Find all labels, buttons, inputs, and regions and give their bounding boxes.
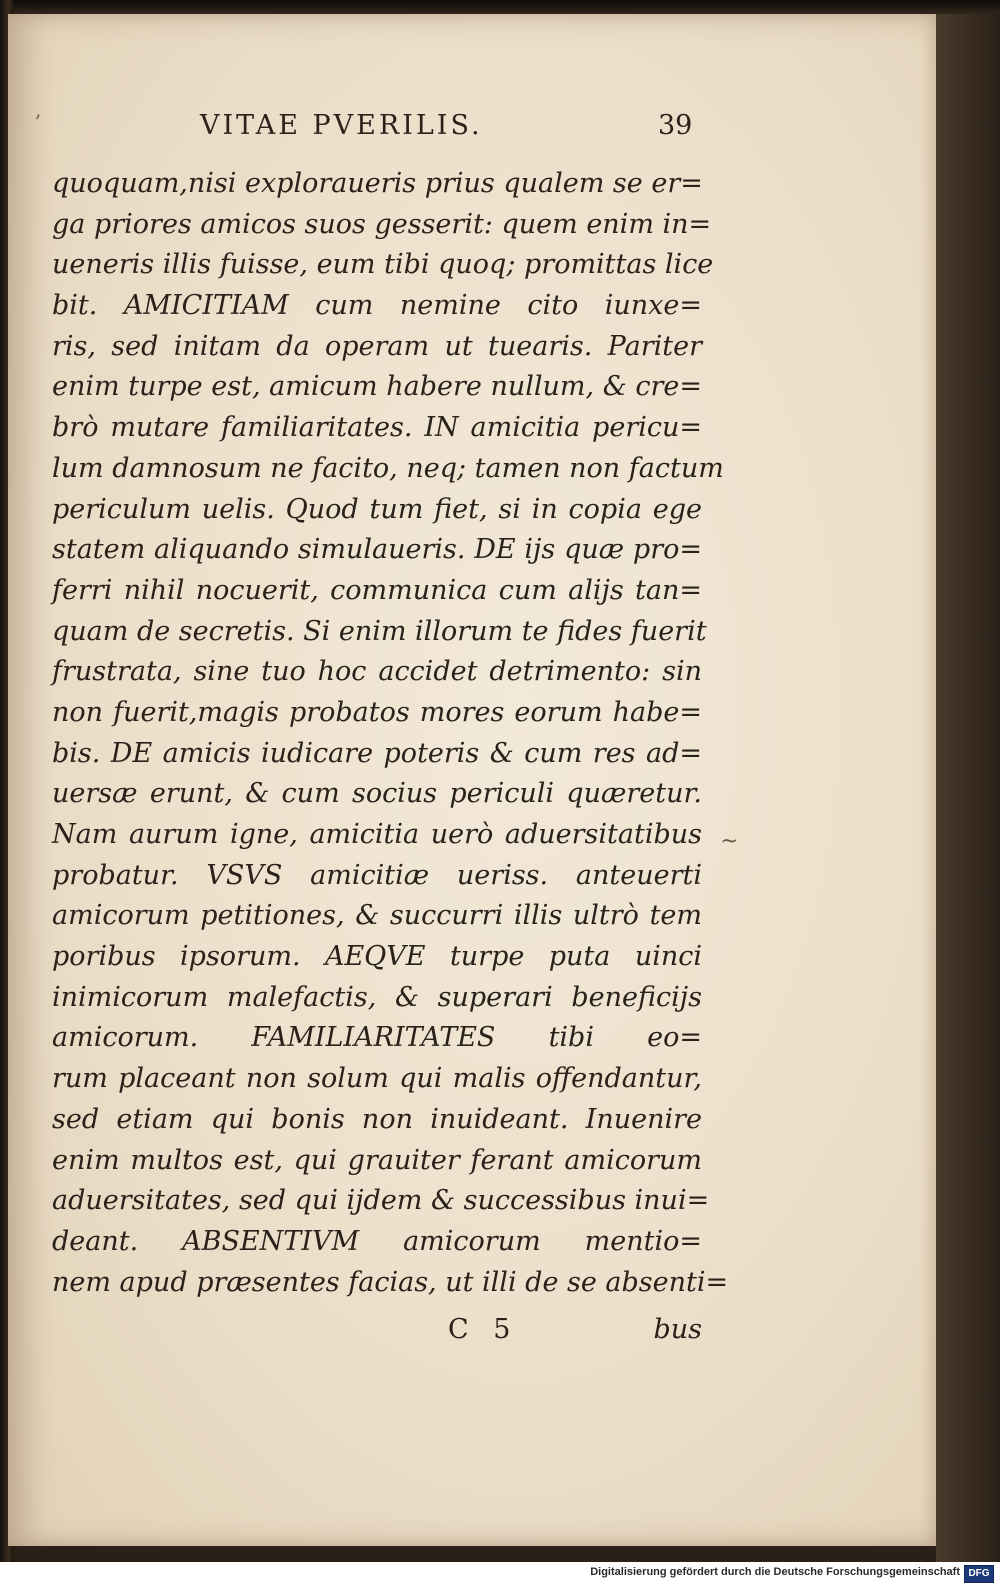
text-line: ferri nihil nocuerit, communica cum alijs tan= [52, 574, 702, 606]
body-text [52, 164, 729, 1303]
digitization-footer [0, 1562, 1000, 1588]
catchword: bus [653, 1314, 702, 1345]
text-line: periculum uelis. Quod tum fiet, si in copia ege [52, 493, 702, 525]
text-line: non fuerit,magis probatos mores eorum habe= [52, 696, 702, 728]
text-line: frustrata, sine tuo hoc accidet detrimento: sin [52, 656, 702, 688]
text-line: lum damnosum ne facito, neq; tamen non factum [52, 452, 724, 484]
text-line: probatur. VSVS amicitiæ ueriss. anteuerti [52, 859, 702, 891]
book-page [8, 14, 936, 1546]
text-line: amicorum. FAMILIARITATES tibi eo= [52, 1022, 702, 1054]
text-line: amicorum petitiones, & succurri illis ultrò tem [52, 900, 702, 932]
text-line: statem aliquando simulaueris. DE ijs quæ pro= [52, 534, 702, 566]
text-line: sed etiam qui bonis non inuideant. Inuenire [52, 1103, 702, 1135]
text-line: poribus ipsorum. AEQVE turpe puta uinci [52, 941, 702, 973]
text-line: quam de secretis. Si enim illorum te fides fuerit [52, 615, 707, 647]
text-line: ga priores amicos suos gesserit: quem enim in= [52, 208, 712, 240]
signature-mark: C 5 [448, 1314, 519, 1345]
text-line: enim multos est, qui grauiter ferant amicorum [52, 1144, 702, 1176]
funding-credit: Digitalisierung gefördert durch die Deutsche Forschungsgemeinschaft [590, 1566, 960, 1578]
text-line: inimicorum malefactis, & superari beneficijs [52, 981, 702, 1013]
text-line: brò mutare familiaritates. IN amicitia pericu= [52, 412, 702, 444]
text-line: quoquam,nisi exploraueris prius qualem se er= [52, 168, 703, 199]
text-line: rum placeant non solum qui malis offendantur, [52, 1063, 702, 1095]
signature-line [52, 1314, 702, 1354]
text-line: ris, sed initam da operam ut tuearis. Pariter [52, 330, 702, 362]
text-line: deant. ABSENTIVM amicorum mentio= [52, 1225, 702, 1257]
text-line: bit. AMICITIAM cum nemine cito iunxe= [52, 290, 702, 322]
page-number: 39 [658, 110, 693, 141]
text-line: enim turpe est, amicum habere nullum, & cre= [52, 371, 702, 403]
text-line: aduersitates, sed qui ijdem & successibus inui= [52, 1185, 710, 1217]
running-title: VITAE PVERILIS. [200, 110, 483, 141]
text-line: nem apud præsentes facias, ut illi de se absenti= [52, 1266, 729, 1298]
running-head [8, 110, 936, 150]
margin-dash: ~ [720, 829, 739, 854]
right-page-shadow [936, 14, 1000, 1562]
margin-mark: ʼ [34, 110, 41, 134]
text-line: uersæ erunt, & cum socius periculi quæretur. [52, 778, 702, 810]
text-line: bis. DE amicis iudicare poteris & cum res ad= [52, 737, 702, 769]
text-line: ueneris illis fuisse, eum tibi quoq; promittas lice [52, 249, 714, 281]
dfg-logo-icon: DFG [964, 1565, 994, 1583]
text-line: Nam aurum igne, amicitia uerò aduersitatibus [52, 819, 702, 850]
